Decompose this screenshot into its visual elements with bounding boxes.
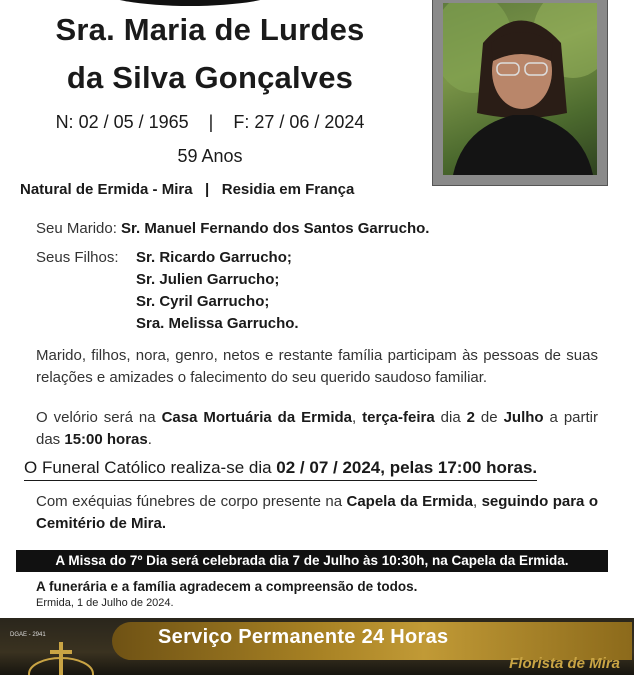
funeral-text: O Funeral Católico realiza-se dia <box>24 458 277 477</box>
exequies-text: Com exéquias fúnebres de corpo presente na <box>36 493 347 510</box>
footer-banner <box>0 618 634 675</box>
birth-death-dates: N: 02 / 05 / 1965 | F: 27 / 06 / 2024 <box>55 112 365 132</box>
date-place: Ermida, 1 de Julho de 2024. <box>36 597 174 609</box>
funeral-date: 02 / 07 / 2024, pelas 17:00 horas. <box>276 458 538 477</box>
wake-place: Casa Mortuária da Ermida <box>161 409 352 426</box>
child-3: Sr. Cyril Garrucho; <box>136 293 270 310</box>
child-1: Sr. Ricardo Garrucho; <box>136 249 292 266</box>
wake-day: terça-feira <box>362 409 435 426</box>
husband-row <box>36 220 429 237</box>
wake-text: a partir das <box>36 409 599 448</box>
children-label-row <box>36 249 119 266</box>
top-decoration <box>100 0 280 6</box>
wake-time: 15:00 horas <box>64 431 148 448</box>
child-4: Sra. Melissa Garrucho. <box>136 315 299 332</box>
exequies-cemetery: seguindo para o Cemitério de Mira. <box>36 493 598 532</box>
husband-name: Sr. Manuel Fernando dos Santos Garrucho. <box>121 220 430 237</box>
wake-date-day: 2 <box>466 409 475 426</box>
service-title: Serviço Permanente 24 Horas <box>158 626 449 648</box>
child-2: Sr. Julien Garrucho; <box>136 271 280 288</box>
thanks-note: A funerária e a família agradecem a compreensão de todos. <box>36 579 418 594</box>
announcement-paragraph: Marido, filhos, nora, genro, netos e restante família participam às pessoas de suas relações e amizades o falecimento do seu querido saudoso familiar. <box>36 347 598 386</box>
origin-residence: Natural de Ermida - Mira | Residia em França <box>20 181 355 198</box>
deceased-name-line2: da Silva Gonçalves <box>66 60 354 95</box>
florist-name: Florista de Mira <box>509 655 620 672</box>
portrait-frame <box>432 0 608 186</box>
wake-text: . <box>147 431 152 448</box>
exequies-text: , <box>472 493 482 510</box>
age: 59 Anos <box>177 146 243 166</box>
husband-label: Seu Marido: <box>36 220 117 237</box>
wake-month: Julho <box>503 409 544 426</box>
wake-text: dia <box>434 409 467 426</box>
exequies-chapel: Capela da Ermida <box>346 493 473 510</box>
wake-paragraph <box>36 407 598 451</box>
wake-text: , <box>352 409 363 426</box>
portrait-photo <box>443 3 597 175</box>
wake-text: de <box>474 409 504 426</box>
seventh-day-mass-banner: A Missa do 7º Dia será celebrada dia 7 de Julho às 10:30h, na Capela da Ermida. <box>16 550 608 572</box>
wake-text: O velório será na <box>36 409 162 426</box>
license-code: DGAE - 2941 <box>10 632 46 638</box>
deceased-name-line1: Sra. Maria de Lurdes <box>55 12 365 47</box>
children-label: Seus Filhos: <box>36 249 119 266</box>
exequies-paragraph <box>36 491 598 535</box>
funeral-line <box>24 458 537 481</box>
cross-logo-icon <box>26 640 96 675</box>
